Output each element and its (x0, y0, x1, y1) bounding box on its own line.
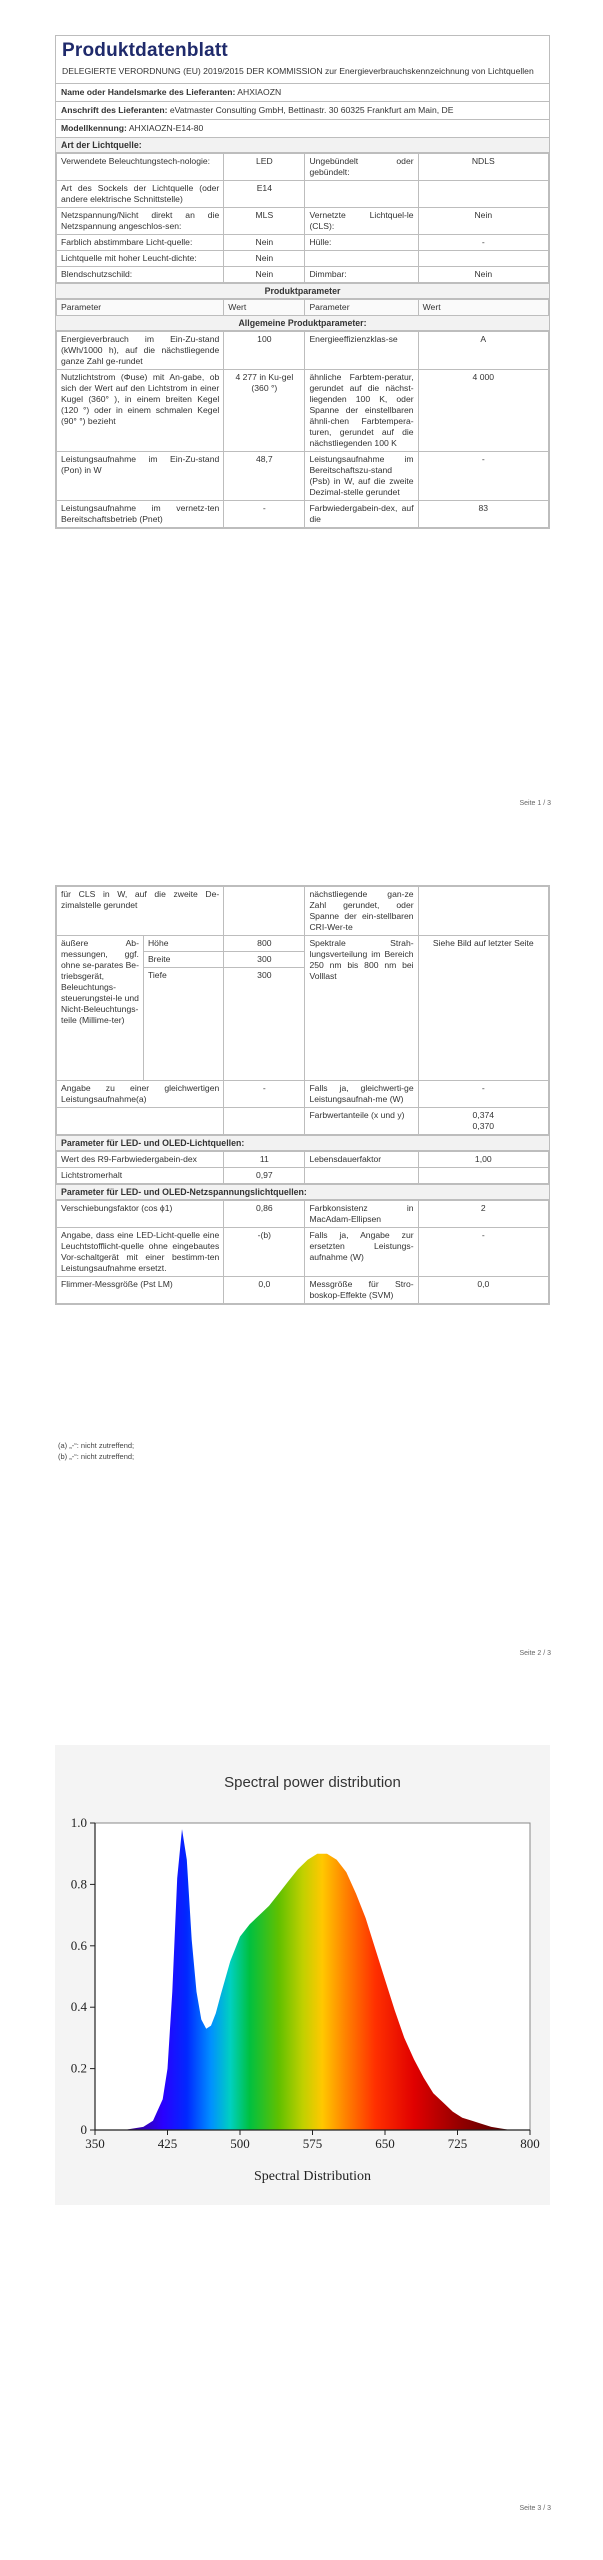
model-row (56, 120, 549, 138)
cell-l2 (305, 251, 418, 267)
cell-v2: Nein (418, 267, 548, 283)
y-tick-label: 0.6 (70, 1937, 87, 1953)
x-axis-label: Spectral Distribution (253, 2169, 372, 2184)
model-value: AHXIAOZN-E14-80 (128, 123, 204, 133)
cell-v1: 100 (224, 332, 305, 370)
dim-width-value: 300 (224, 952, 304, 968)
cell-v1: 0,0 (224, 1276, 305, 1303)
cell-v1: Nein (224, 267, 305, 283)
page-title: Produktdatenblatt (62, 40, 228, 61)
param-table (56, 331, 549, 528)
x-tick-label: 425 (157, 2136, 178, 2151)
cell-l1: Verwendete Beleuchtungstech-nologie: (57, 154, 224, 181)
dim-height-label: Höhe (143, 936, 223, 952)
cell-l1: für CLS in W, auf die zweite De-zimalstelle gerundet (57, 887, 224, 936)
spectral-chart-container (55, 1745, 550, 2205)
cell-l2: Falls ja, gleichwerti-ge Leistungsaufnah-me (W) (305, 1080, 418, 1107)
cell-l2: Farbkonsistenz in MacAdam-Ellipsen (305, 1200, 418, 1227)
cell-l2: nächstliegende gan-ze Zahl gerundet, oder Spanne der ein-stellbaren CRI-Wer-te (305, 887, 418, 936)
table-row (57, 370, 549, 452)
address-label: Anschrift des Lieferanten: (61, 105, 168, 115)
y-tick-label: 0.8 (70, 1876, 87, 1892)
cell-v1: 48,7 (224, 452, 305, 501)
table-row (57, 1227, 549, 1276)
datasheet-page-2 (55, 885, 550, 1305)
produktparameter-heading: Produktparameter (56, 283, 549, 299)
x-tick-label: 350 (85, 2136, 105, 2151)
mains-table (56, 1200, 549, 1304)
led-section-heading: Parameter für LED- und OLED-Lichtquellen: (56, 1135, 549, 1151)
cell-v2 (418, 251, 548, 267)
cell-l1: Lichtquelle mit hoher Leucht-dichte: (57, 251, 224, 267)
cell-v1: MLS (224, 208, 305, 235)
y-tick-label: 1.0 (70, 1815, 87, 1830)
cell-v1: Nein (224, 235, 305, 251)
table-row (57, 251, 549, 267)
cell-v2 (418, 1167, 548, 1183)
dimensions-values (224, 936, 304, 1080)
cell-l1: Blendschutzschild: (57, 267, 224, 283)
header-wert-1: Wert (224, 300, 305, 316)
table-row (57, 235, 549, 251)
cell-v2: 83 (418, 501, 548, 528)
cell-v1 (224, 887, 305, 936)
supplier-row (56, 84, 549, 102)
x-tick-label: 800 (520, 2136, 540, 2151)
page-footer-3: Seite 3 / 3 (519, 2505, 551, 2512)
table-row (57, 332, 549, 370)
table-row (57, 208, 549, 235)
cell-l2: Energieeffizienzklas-se (305, 332, 418, 370)
cell-l2: Farbwertanteile (x und y) (305, 1107, 418, 1134)
x-tick-label: 725 (447, 2136, 468, 2151)
cell-l1: Netzspannung/Nicht direkt an die Netzspannung angeschlos-sen: (57, 208, 224, 235)
dim-depth-label: Tiefe (143, 968, 223, 1080)
table-row (57, 267, 549, 283)
cell-l1 (57, 1107, 224, 1134)
table-row (57, 1276, 549, 1303)
address-row (56, 102, 549, 120)
cell-l2: Lebensdauerfaktor (305, 1151, 418, 1167)
table-row (57, 1167, 549, 1183)
cell-l2: Ungebündelt oder gebündelt: (305, 154, 418, 181)
cell-v1: Nein (224, 251, 305, 267)
dim-width-label: Breite (143, 952, 223, 968)
page-1 (0, 0, 603, 820)
cell-l1: Verschiebungsfaktor (cos ϕ1) (57, 1200, 224, 1227)
type-table (56, 153, 549, 283)
cell-v2: - (418, 235, 548, 251)
table-row (57, 1107, 549, 1134)
cell-v2: 0,374 0,370 (418, 1107, 548, 1134)
cell-l2: Falls ja, Angabe zur ersetzten Leistungs-aufnahme (W) (305, 1227, 418, 1276)
cell-l2: Farbwiedergabein-dex, auf die (305, 501, 418, 528)
cell-v1: LED (224, 154, 305, 181)
supplier-label: Name oder Handelsmarke des Lieferanten: (61, 87, 236, 97)
cell-v2: 1,00 (418, 1151, 548, 1167)
cell-v1: -(b) (224, 1227, 305, 1276)
cell-v2: 4 000 (418, 370, 548, 452)
spectral-value: Siehe Bild auf letzter Seite (418, 936, 548, 1081)
cell-l2: Leistungsaufnahme im Bereitschaftszu-stand (Psb) in W, auf die zweite Dezimal-stelle gerundet (305, 452, 418, 501)
spectral-power-chart (55, 1745, 550, 2205)
cell-l1: Farblich abstimmbare Licht-quelle: (57, 235, 224, 251)
cell-l2: ähnliche Farbtem-peratur, gerundet auf die nächst-liegenden 100 K, oder Spanne der einstellbaren ähnli-chen Farbtempera-turen, gerundet auf die nächstliegenden 100 K (305, 370, 418, 452)
cell-l2: Messgröße für Stro-boskop-Effekte (SVM) (305, 1276, 418, 1303)
x-tick-label: 575 (302, 2136, 323, 2151)
table-row (57, 181, 549, 208)
model-label: Modellkennung: (61, 123, 127, 133)
page-footer-1: Seite 1 / 3 (519, 800, 551, 807)
cell-l1: Art des Sockels der Lichtquelle (oder andere elektrische Schnittstelle) (57, 181, 224, 208)
cell-v1: - (224, 1080, 305, 1107)
table-row (57, 154, 549, 181)
spectral-label: Spektrale Strah-lungsverteilung im Bereich 250 nm bis 800 nm bei Volllast (305, 936, 418, 1081)
cell-v2 (418, 887, 548, 936)
footnote-b: (b) „-“: nicht zutreffend; (58, 1452, 135, 1461)
cell-v2: - (418, 452, 548, 501)
page-2 (0, 870, 603, 1670)
cell-l2: Vernetzte Lichtquel-le (CLS): (305, 208, 418, 235)
regulation-text: DELEGIERTE VERORDNUNG (EU) 2019/2015 DER KOMMISSION zur Energieverbrauchskennzeichnung von Lichtquellen (62, 66, 534, 76)
header-parameter-2: Parameter (305, 300, 418, 316)
y-tick-label: 0.2 (70, 2060, 87, 2076)
dimensions-subtable (57, 936, 223, 1080)
dimensions-label: äußere Ab-messungen, ggf. ohne se-parates Be-triebsgerät, Beleuchtungs-steuerungstei-le und Nicht-Beleuchtungs-teile (Millime-ter) (57, 936, 143, 1080)
cell-l1: Flimmer-Messgröße (Pst LM) (57, 1276, 224, 1303)
cell-v1: 0,97 (224, 1167, 305, 1183)
address-value: eVatmaster Consulting GmbH, Bettinastr. 30 60325 Frankfurt am Main, DE (169, 105, 454, 115)
cell-l1: Lichtstromerhalt (57, 1167, 224, 1183)
table-row (57, 452, 549, 501)
x-tick-label: 650 (375, 2136, 395, 2151)
cell-v2: Nein (418, 208, 548, 235)
cell-l1: Angabe zu einer gleichwertigen Leistungsaufnahme(a) (57, 1080, 224, 1107)
cell-v2: 2 (418, 1200, 548, 1227)
cell-v2: 0,0 (418, 1276, 548, 1303)
table-row (57, 501, 549, 528)
allgemeine-heading: Allgemeine Produktparameter: (56, 316, 549, 331)
mains-section-heading: Parameter für LED- und OLED-Netzspannungslichtquellen: (56, 1184, 549, 1200)
cell-v2 (418, 181, 548, 208)
table-row (57, 1151, 549, 1167)
cell-l2: Hülle: (305, 235, 418, 251)
supplier-value: AHXIAOZN (237, 87, 282, 97)
cell-l1: Wert des R9-Farbwiedergabein-dex (57, 1151, 224, 1167)
footnotes (58, 1440, 134, 1462)
title-box (56, 36, 549, 84)
footnote-a: (a) „-“: nicht zutreffend; (58, 1441, 135, 1450)
dim-height-value: 800 (224, 936, 304, 952)
cell-v2: - (418, 1227, 548, 1276)
cell-l2 (305, 181, 418, 208)
cell-v2: NDLS (418, 154, 548, 181)
cell-v1: - (224, 501, 305, 528)
cell-l2: Dimmbar: (305, 267, 418, 283)
y-tick-label: 0.4 (70, 1999, 87, 2015)
cell-l1: Leistungsaufnahme im Ein-Zu-stand (Pon) in W (57, 452, 224, 501)
cell-v1: 11 (224, 1151, 305, 1167)
chart-title: Spectral power distribution (224, 1774, 401, 1791)
datasheet-page-1 (55, 35, 550, 529)
param-header-table (56, 299, 549, 316)
header-wert-2: Wert (418, 300, 548, 316)
table-row (57, 887, 549, 936)
x-tick-label: 500 (230, 2136, 250, 2151)
cell-l1: Energieverbrauch im Ein-Zu-stand (kWh/1000 h), auf die nächstliegende ganze Zahl ge-rundet (57, 332, 224, 370)
cell-v2: - (418, 1080, 548, 1107)
cell-l1: Nutzlichtstrom (Φuse) mit An-gabe, ob sich der Wert auf den Lichtstrom in einer Kugel (360° ), in einem breiten Kegel (120 °) oder in einem schmalen Kegel (90° °) bezieht (57, 370, 224, 452)
page-footer-2: Seite 2 / 3 (519, 1650, 551, 1657)
cell-l1: Angabe, dass eine LED-Licht-quelle eine Leuchtstofflicht-quelle ohne eingebautes Vor-schaltgerät mit einer bestimm-ten Leistungsaufnahme ersetzt. (57, 1227, 224, 1276)
table-row (57, 1080, 549, 1107)
cell-v1: E14 (224, 181, 305, 208)
header-parameter-1: Parameter (57, 300, 224, 316)
cell-v1: 0,86 (224, 1200, 305, 1227)
dim-depth-value: 300 (257, 970, 272, 980)
led-table (56, 1151, 549, 1184)
continued-table (56, 886, 549, 1135)
table-row (57, 1200, 549, 1227)
cell-l2 (305, 1167, 418, 1183)
cell-v1 (224, 1107, 305, 1134)
type-section-heading: Art der Lichtquelle: (56, 138, 549, 153)
y-tick-label: 0 (80, 2122, 87, 2137)
cell-l1: Leistungsaufnahme im vernetz-ten Bereitschaftsbetrieb (Pnet) (57, 501, 224, 528)
cell-v1: 4 277 in Ku-gel (360 °) (224, 370, 305, 452)
dimensions-row (57, 936, 549, 1081)
cell-v2: A (418, 332, 548, 370)
